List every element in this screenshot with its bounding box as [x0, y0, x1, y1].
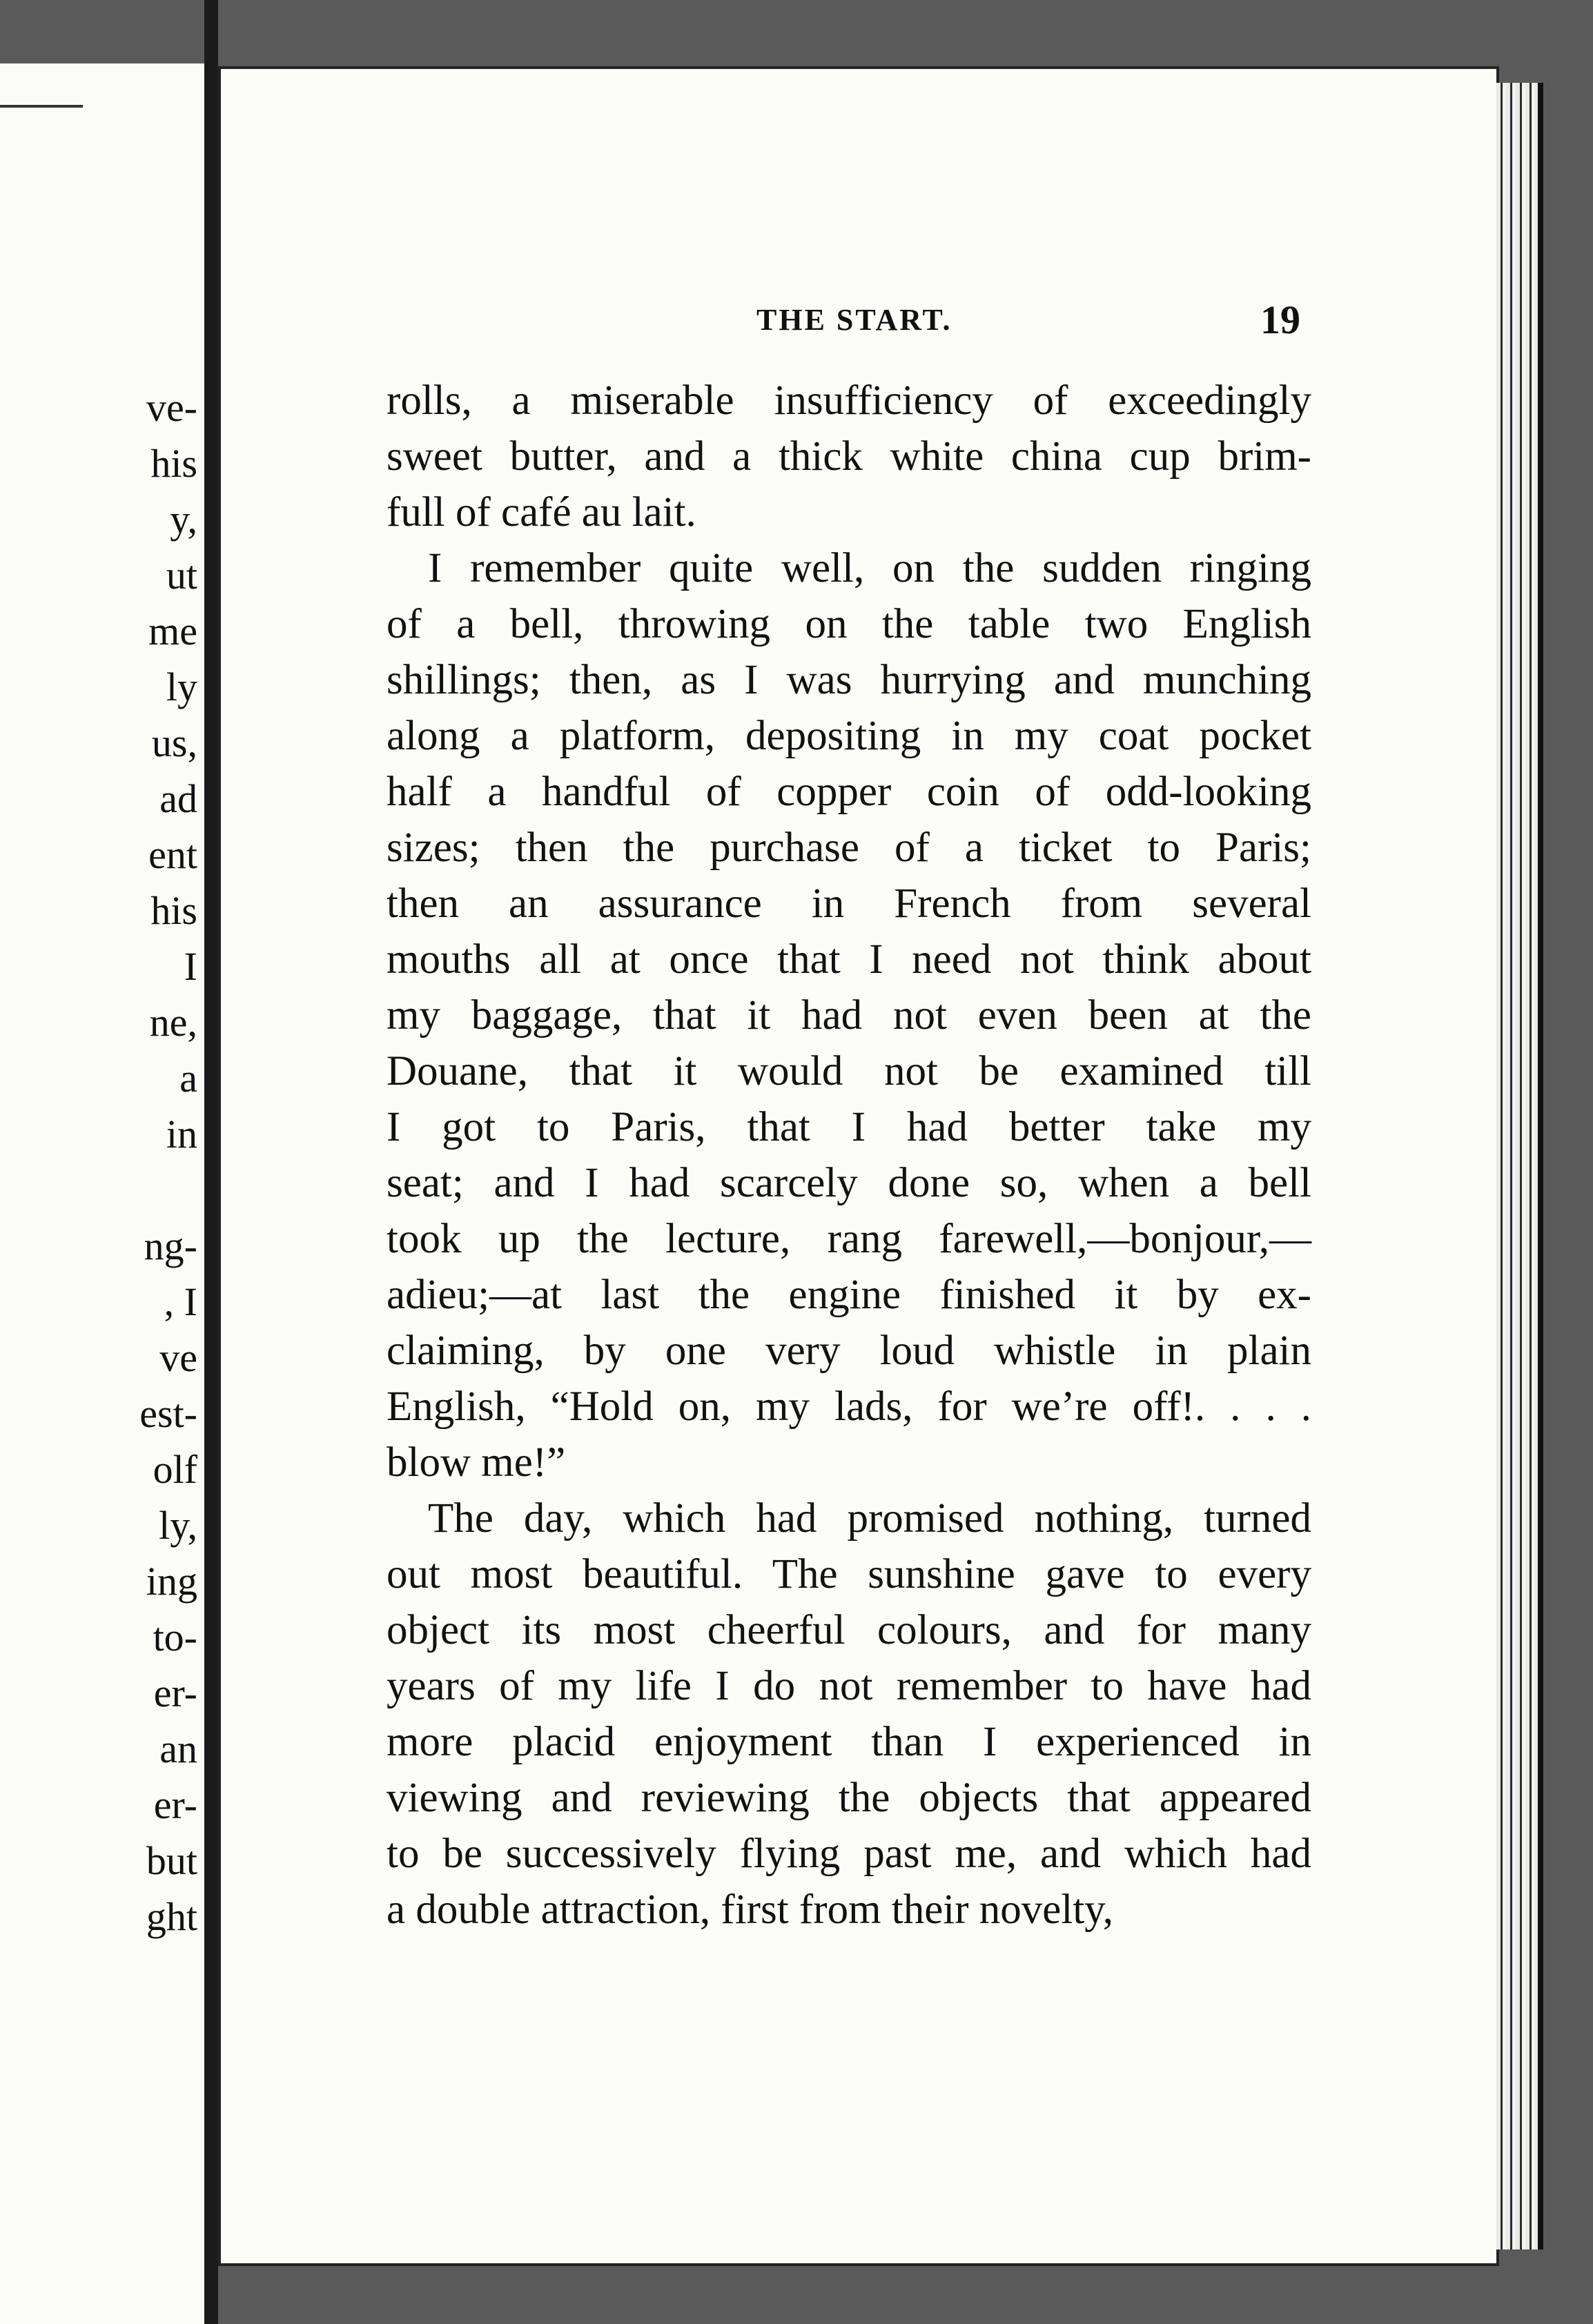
- text-line: I remember quite well, on the sudden ringing: [428, 545, 1311, 591]
- text-line: took up the lecture, rang farewell,—bonjour,—: [387, 1216, 1311, 1262]
- left-page-line: ing: [146, 1559, 197, 1604]
- paragraph: [387, 1490, 1311, 1938]
- text-line: English, “Hold on, my lads, for we’re off!. . . .: [387, 1383, 1311, 1430]
- left-page-line: an: [159, 1726, 197, 1771]
- text-line: rolls, a miserable insufficiency of exceedingly: [387, 377, 1311, 424]
- left-page-line: a: [179, 1056, 197, 1101]
- left-page-line: his: [150, 888, 197, 933]
- left-page-line: est-: [139, 1391, 197, 1436]
- text-line: years of my life I do not remember to have had: [387, 1663, 1311, 1709]
- paragraph: [387, 373, 1311, 540]
- left-page-line: ght: [146, 1894, 197, 1939]
- left-page-line: I: [184, 944, 197, 989]
- text-line: a double attraction, first from their novelty,: [387, 1887, 1114, 1933]
- text-line: to be successively flying past me, and which had: [387, 1831, 1311, 1877]
- body-text: [387, 373, 1311, 1938]
- left-page: [0, 63, 208, 2324]
- left-page-line: in: [166, 1112, 197, 1156]
- left-page-line: , I: [164, 1279, 197, 1324]
- left-page-line: to-: [153, 1615, 197, 1660]
- text-line: The day, which had promised nothing, turned: [428, 1495, 1311, 1542]
- left-page-line: us,: [151, 720, 197, 765]
- left-page-line: ly,: [159, 1503, 197, 1548]
- text-line: I got to Paris, that I had better take my: [387, 1104, 1311, 1150]
- left-page-line: ad: [159, 776, 197, 821]
- text-line: viewing and reviewing the objects that appeared: [387, 1775, 1311, 1821]
- page-number: 19: [1260, 297, 1300, 342]
- left-page-line: ly: [166, 664, 197, 709]
- text-line: claiming, by one very loud whistle in plain: [387, 1328, 1311, 1374]
- text-line: along a platform, depositing in my coat pocket: [387, 713, 1311, 759]
- text-line: sweet butter, and a thick white china cup brim-: [387, 433, 1311, 480]
- text-line: Douane, that it would not be examined till: [387, 1048, 1311, 1094]
- left-page-line: but: [146, 1838, 197, 1883]
- text-line: shillings; then, as I was hurrying and munching: [387, 657, 1311, 703]
- text-line: mouths all at once that I need not think about: [387, 936, 1311, 983]
- text-line: sizes; then the purchase of a ticket to Paris;: [387, 825, 1311, 871]
- left-page-line: er-: [153, 1671, 197, 1715]
- text-line: half a handful of copper coin of odd-looking: [387, 769, 1311, 815]
- left-page-line: ng-: [144, 1223, 197, 1268]
- page-edges: [1496, 83, 1543, 2249]
- text-line: more placid enjoyment than I experienced in: [387, 1719, 1311, 1765]
- text-line: blow me!”: [387, 1439, 566, 1486]
- left-page-line: ve-: [146, 385, 197, 430]
- left-page-line: ve: [159, 1335, 197, 1380]
- text-line: of a bell, throwing on the table two English: [387, 601, 1311, 647]
- left-page-line: me: [148, 609, 197, 653]
- text-line: then an assurance in French from several: [387, 880, 1311, 927]
- text-line: seat; and I had scarcely done so, when a bell: [387, 1160, 1311, 1206]
- left-page-line: y,: [170, 497, 197, 542]
- paragraph: [387, 540, 1311, 1490]
- left-page-line: olf: [153, 1447, 197, 1492]
- text-line: adieu;—at last the engine finished it by ex-: [387, 1272, 1311, 1318]
- text-line: object its most cheerful colours, and for many: [387, 1607, 1311, 1653]
- left-page-rule: [0, 105, 83, 108]
- left-page-line: ent: [148, 832, 197, 877]
- left-page-line: ut: [166, 553, 197, 598]
- left-page-line: his: [150, 441, 197, 486]
- running-head: THE START.: [756, 303, 952, 337]
- text-line: out most beautiful. The sunshine gave to every: [387, 1551, 1311, 1597]
- text-line: my baggage, that it had not even been at the: [387, 992, 1311, 1038]
- left-page-line: er-: [153, 1782, 197, 1827]
- text-line: full of café au lait.: [387, 489, 696, 535]
- left-page-line: ne,: [149, 1000, 197, 1045]
